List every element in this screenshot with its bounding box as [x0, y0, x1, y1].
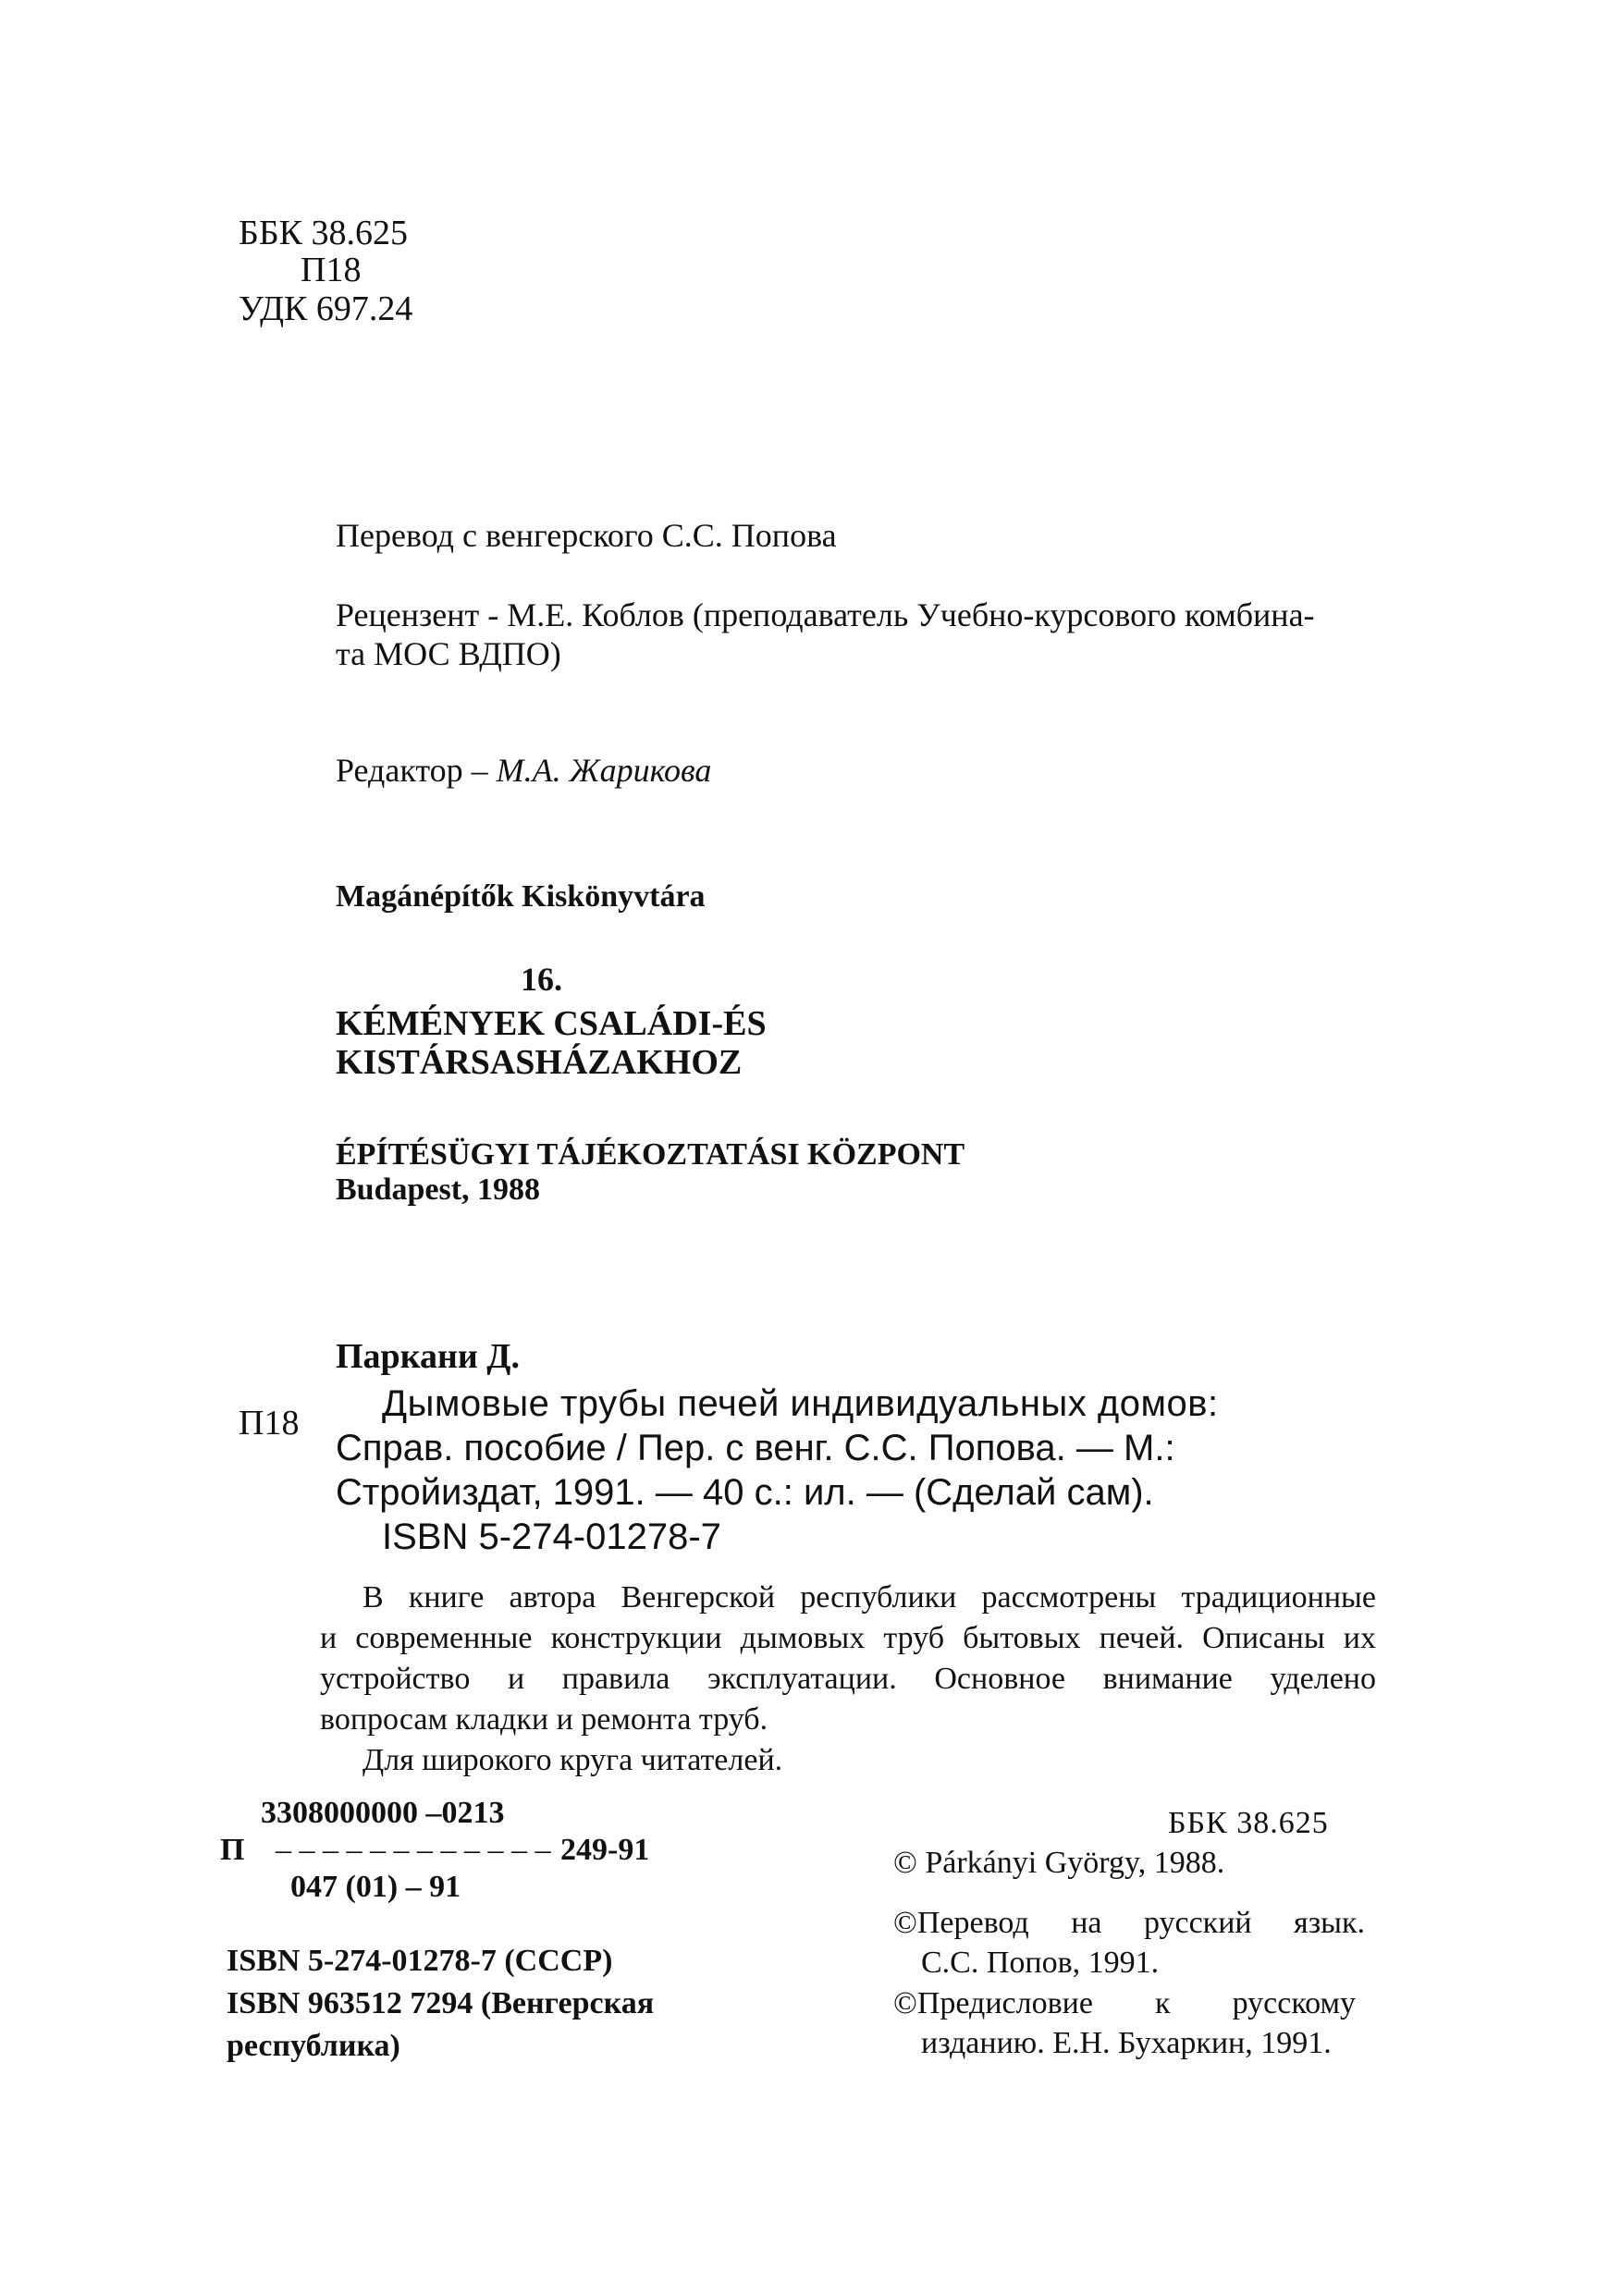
translation-credit: Перевод с венгерского С.С. Попова	[336, 517, 837, 554]
copyright-translation-text-1: Перевод на русский язык.	[916, 1906, 1365, 1940]
copyright-symbol-3: ©	[893, 1986, 917, 2020]
formula-dashes: – – – – – – – – – – – –	[276, 1833, 551, 1867]
series-number: 16.	[521, 961, 562, 998]
catalog-line-2: Справ. пособие / Пер. с венг. С.С. Попова. — М.:	[336, 1428, 1175, 1468]
copyright-preface-text-1: Предисловие к русскому	[916, 1986, 1356, 2020]
editor-name: М.А. Жарикова	[496, 752, 712, 789]
annotation-line-1: В книге автора Венгерской республики рассмотрены традиционные	[362, 1580, 1376, 1615]
annotation-audience: Для широкого круга читателей.	[362, 1743, 783, 1777]
formula-numerator: 3308000000 –0213	[261, 1796, 505, 1830]
original-place-year: Budapest, 1988	[336, 1173, 541, 1207]
isbn-line-2: ISBN 963512 7294 (Венгерская	[227, 1986, 655, 2020]
annotation-line-2: и современные конструкции дымовых труб бытовых печей. Описаны их	[320, 1621, 1376, 1655]
catalog-author: Паркани Д.	[336, 1337, 520, 1376]
index-code: П18	[301, 251, 362, 289]
annotation-line-4: вопросам кладки и ремонта труб.	[320, 1702, 768, 1737]
reviewer-line-1: Рецензент - М.Е. Коблов (преподаватель Учебно-курсового комбина-	[336, 596, 1315, 633]
catalog-isbn: ISBN 5-274-01278-7	[382, 1516, 721, 1557]
annotation-line-3: устройство и правила эксплуатации. Основное внимание уделено	[320, 1662, 1376, 1696]
copyright-translation-line-2: С.С. Попов, 1991.	[921, 1946, 1160, 1980]
isbn-line-3: республика)	[227, 2029, 400, 2063]
editor-credit	[336, 754, 711, 787]
copyright-symbol-1: ©	[893, 1846, 917, 1880]
original-publisher: ÉPÍTÉSÜGYI TÁJÉKOZTATÁSI KÖZPONT	[336, 1137, 965, 1172]
reviewer-line-2: та МОС ВДПО)	[336, 635, 561, 672]
copyright-bbk: ББК 38.625	[1168, 1806, 1329, 1840]
editor-label: Редактор –	[336, 752, 497, 789]
copyright-preface-line-2: изданию. Е.Н. Бухаркин, 1991.	[921, 2026, 1332, 2060]
original-title-line-2: KISTÁRSASHÁZAKHOZ	[336, 1043, 743, 1082]
catalog-line-1: Дымовые трубы печей индивидуальных домов:	[382, 1383, 1219, 1424]
copyright-original-text: Párkányi György, 1988.	[925, 1846, 1225, 1880]
original-title-line-1: KÉMÉNYEK CSALÁDI-ÉS	[336, 1004, 767, 1043]
isbn-line-1: ISBN 5-274-01278-7 (СССР)	[227, 1944, 613, 1978]
formula-number: 249-91	[560, 1833, 650, 1867]
catalog-index: П18	[239, 1404, 300, 1443]
bbk-code: ББК 38.625	[239, 214, 408, 252]
udk-code: УДК 697.24	[239, 289, 413, 328]
catalog-line-3: Стройиздат, 1991. — 40 с.: ил. — (Сделай сам).	[336, 1472, 1154, 1513]
copyright-preface-line-1	[893, 1988, 1356, 2020]
series-title: Magánépítők Kiskönyvtára	[336, 879, 706, 914]
formula-letter: П	[220, 1833, 245, 1867]
copyright-symbol-2: ©	[893, 1906, 917, 1940]
copyright-translation-line-1	[893, 1908, 1365, 1939]
copyright-original	[893, 1848, 1224, 1879]
formula-denominator: 047 (01) – 91	[290, 1870, 461, 1904]
